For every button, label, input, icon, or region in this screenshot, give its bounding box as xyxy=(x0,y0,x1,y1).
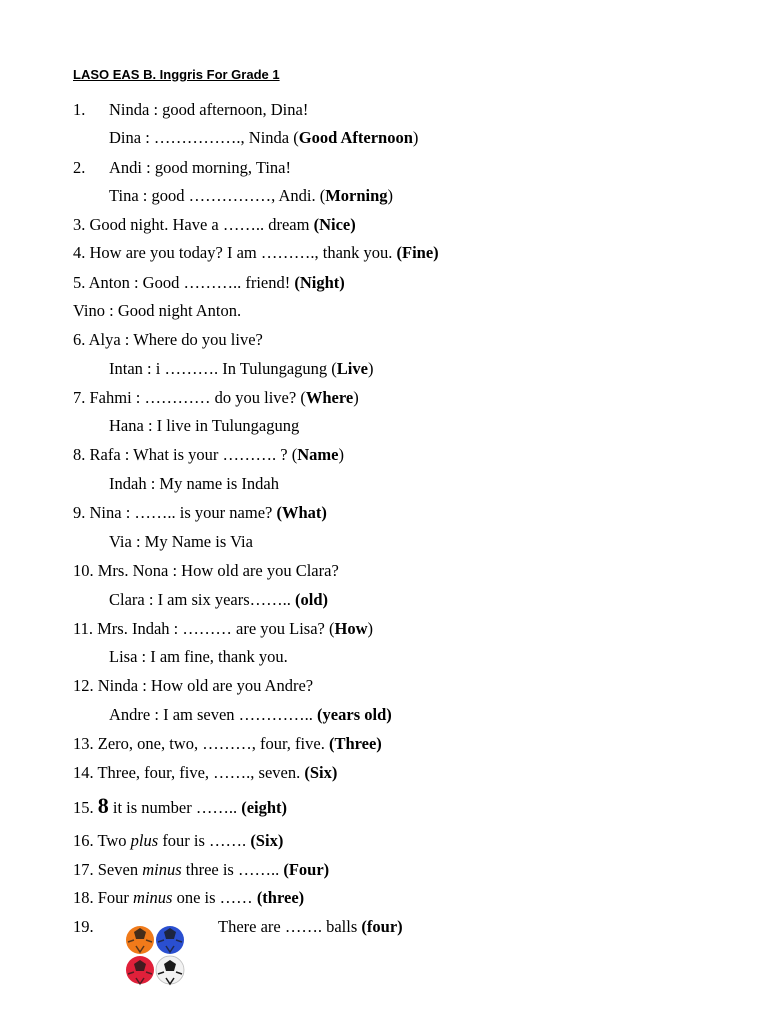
question-17: 17. Seven minus three is …….. (Four) xyxy=(73,860,330,879)
question-15: 15. 8 it is number …….. (eight) xyxy=(73,793,288,818)
ball-orange xyxy=(126,926,154,954)
question-16: 16. Two plus four is ……. (Six) xyxy=(73,831,284,850)
question-2-line-b: Tina : good ……………, Andi. (Morning) xyxy=(109,186,394,205)
question-18: 18. Four minus one is …… (three) xyxy=(73,888,305,907)
number-eight: 8 xyxy=(97,793,109,818)
question-19-text: There are ……. balls (four) xyxy=(218,917,403,936)
question-1-line-b: Dina : ……………., Ninda (Good Afternoon) xyxy=(109,128,419,147)
answer: Name xyxy=(297,445,339,464)
answer: (What) xyxy=(276,503,327,522)
answer: (years old) xyxy=(317,705,392,724)
answer: (Six) xyxy=(304,763,338,782)
answer: (Three) xyxy=(328,734,382,753)
answer: Morning xyxy=(325,186,388,205)
ball-blue xyxy=(156,926,184,954)
answer: (Night) xyxy=(294,273,345,292)
answer: How xyxy=(334,619,368,638)
answer: (Nice) xyxy=(313,215,356,234)
answer: Live xyxy=(336,359,368,378)
question-5-line-b: Vino : Good night Anton. xyxy=(73,301,242,320)
question-8-line-a: 8. Rafa : What is your ………. ? (Name) xyxy=(73,445,344,464)
four-balls-picture xyxy=(124,924,188,986)
question-3: 3. Good night. Have a …….. dream (Nice) xyxy=(73,215,356,234)
question-1-line-a: 1. Ninda : good afternoon, Dina! xyxy=(73,100,309,119)
answer: (Six) xyxy=(250,831,284,850)
question-7-line-a: 7. Fahmi : ………… do you live? (Where) xyxy=(73,388,359,407)
question-8-line-b: Indah : My name is Indah xyxy=(109,474,280,493)
question-9-line-b: Via : My Name is Via xyxy=(109,532,253,551)
question-10-line-a: 10. Mrs. Nona : How old are you Clara? xyxy=(73,561,339,580)
question-11-line-b: Lisa : I am fine, thank you. xyxy=(109,647,288,666)
question-7-line-b: Hana : I live in Tulungagung xyxy=(109,416,300,435)
answer: Where xyxy=(305,388,354,407)
ball-red xyxy=(126,956,154,984)
question-14: 14. Three, four, five, ……., seven. (Six) xyxy=(73,763,338,782)
answer: (four) xyxy=(361,917,403,936)
question-6-line-a: 6. Alya : Where do you live? xyxy=(73,330,263,349)
question-11-line-a: 11. Mrs. Indah : ……… are you Lisa? (How) xyxy=(73,619,373,638)
question-9-line-a: 9. Nina : …….. is your name? (What) xyxy=(73,503,327,522)
question-12-line-a: 12. Ninda : How old are you Andre? xyxy=(73,676,314,695)
question-13: 13. Zero, one, two, ………, four, five. (Three) xyxy=(73,734,382,753)
answer: (old) xyxy=(295,590,329,609)
answer: Good Afternoon xyxy=(298,128,413,147)
ball-white xyxy=(156,956,184,984)
question-19-number: 19. xyxy=(73,917,94,936)
question-10-line-b: Clara : I am six years…….. (old) xyxy=(109,590,329,609)
answer: (Four) xyxy=(283,860,330,879)
question-4: 4. How are you today? I am ………., thank you. (Fine) xyxy=(73,243,439,262)
question-6-line-b: Intan : i ………. In Tulungagung (Live) xyxy=(109,359,374,378)
answer: (Fine) xyxy=(396,243,439,262)
question-12-line-b: Andre : I am seven ………….. (years old) xyxy=(109,705,392,724)
worksheet-title: LASO EAS B. Inggris For Grade 1 xyxy=(73,67,280,82)
question-2-line-a: 2. Andi : good morning, Tina! xyxy=(73,158,291,177)
question-5-line-a: 5. Anton : Good ……….. friend! (Night) xyxy=(73,273,345,292)
answer: (eight) xyxy=(241,798,288,817)
answer: (three) xyxy=(256,888,305,907)
